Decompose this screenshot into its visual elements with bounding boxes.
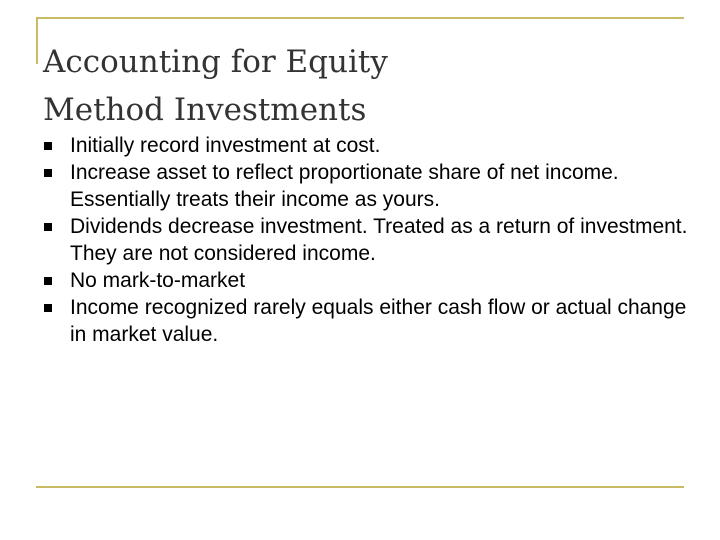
square-bullet-icon: [44, 169, 52, 177]
bullet-item: [40, 294, 690, 348]
bullet-text: Increase asset to reflect proportionate share of net income. Essentially treats their income as yours.: [70, 161, 619, 211]
bullet-text: Dividends decrease investment. Treated as a return of investment. They are not considered income.: [70, 215, 688, 265]
bullet-item: [40, 159, 690, 213]
bullet-list: [40, 132, 690, 348]
bullet-item: [40, 213, 690, 267]
square-bullet-icon: [44, 304, 52, 312]
top-rule: [36, 17, 684, 19]
slide-title-line-1: Accounting for Equity: [43, 44, 388, 80]
bullet-text: Initially record investment at cost.: [70, 134, 381, 157]
bullet-text: No mark-to-market: [70, 269, 246, 292]
slide-title-line-2: Method Investments: [43, 92, 367, 128]
bullet-text: Income recognized rarely equals either cash flow or actual change in market value.: [70, 296, 687, 346]
square-bullet-icon: [44, 277, 52, 285]
bullet-item: [40, 267, 690, 294]
square-bullet-icon: [44, 142, 52, 150]
bottom-rule: [36, 486, 684, 488]
square-bullet-icon: [44, 223, 52, 231]
bullet-item: [40, 132, 690, 159]
slide-title: [43, 38, 663, 134]
left-rule: [36, 17, 38, 64]
